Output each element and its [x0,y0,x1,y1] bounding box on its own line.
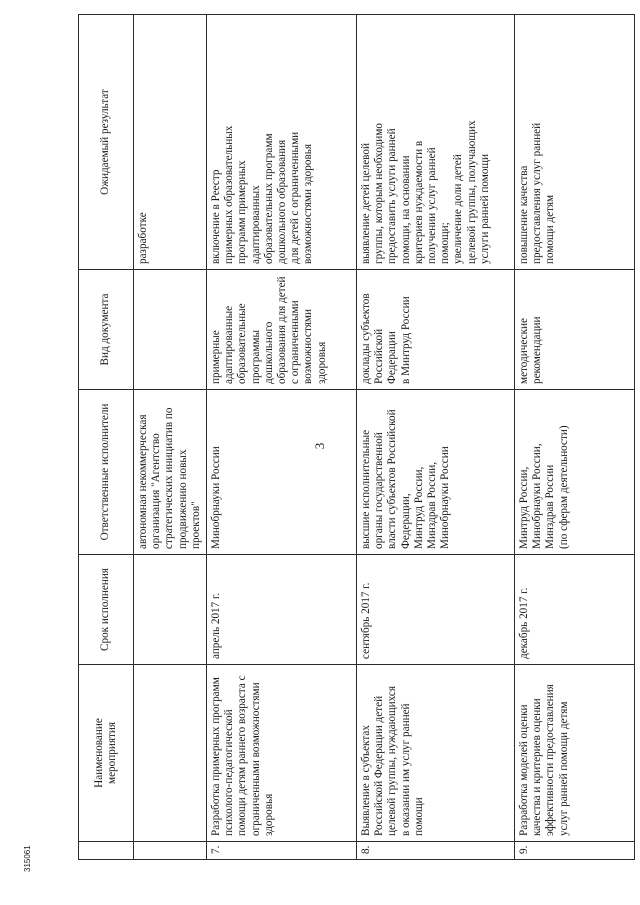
row-executors: Минтруд России, Минобрнауки России, Минздрав России (по сферам деятельности) [515,390,635,555]
table-header-row [79,15,134,860]
row-doc-type: примерные адаптированные образовательные программы дошкольного образования для детей с ограниченными возможностями здоровья [207,270,357,390]
table-row [207,15,357,860]
row-result: повышение качества предоставления услуг ранней помощи детям [515,15,635,270]
row-result: разработке [134,15,207,270]
row-deadline: декабрь 2017 г. [515,555,635,665]
header-result: Ожидаемый результат [79,15,134,270]
row-num: 7. [207,842,357,860]
row-name: Выявление в субъектах Российской Федерации детей целевой группы, нуждающихся в оказании им услуг ранней помощи [357,665,515,842]
row-name: Разработка примерных программ психолого-педагогической помощи детям раннего возраста с ограниченными возможностями здоровья [207,665,357,842]
row-executors: высшие исполнительные органы государственной власти субъектов Российской Федерации, Минтруд России, Минздрав России, Минобрнауки России [357,390,515,555]
row-doc-type [134,270,207,390]
row-result: выявление детей целевой группы, которым необходимо предоставить услуги ранней помощи, на основании критериев нуждаемости в получении услуг ранней помощи; увеличение доли детей целевой группы, получающих услуги ранней помощи [357,15,515,270]
row-result: включение в Реестр примерных образовательных программ примерных адаптированных образовательных программ дошкольного образования для детей с ограниченными возможностями здоровья [207,15,357,270]
table-row [357,15,515,860]
row-deadline: сентябрь 2017 г. [357,555,515,665]
row-deadline: апрель 2017 г. [207,555,357,665]
document-code: 315061 [23,845,32,872]
row-executors: Минобрнауки России [207,390,357,555]
table-row [134,15,207,860]
header-executors: Ответственные исполнители [79,390,134,555]
row-num: 9. [515,842,635,860]
row-deadline [134,555,207,665]
row-executors: автономная некоммерческая организация "Агентство стратегических инициатив по продвижению новых проектов" [134,390,207,555]
header-name: Наименование мероприятия [79,665,134,842]
page-number: 3 [312,442,327,450]
header-num [79,842,134,860]
row-num [134,842,207,860]
header-doc-type: Вид документа [79,270,134,390]
row-name: Разработка моделей оценки качества и критериев оценки эффективности предоставления услуг ранней помощи детям [515,665,635,842]
row-doc-type: методические рекомендации [515,270,635,390]
row-num: 8. [357,842,515,860]
row-doc-type: доклады субъектов Российской Федерации в Минтруд России [357,270,515,390]
measures-table-frame [78,15,626,860]
table-row [515,15,635,860]
header-deadline: Срок исполнения [79,555,134,665]
measures-table [78,14,635,860]
row-name [134,665,207,842]
